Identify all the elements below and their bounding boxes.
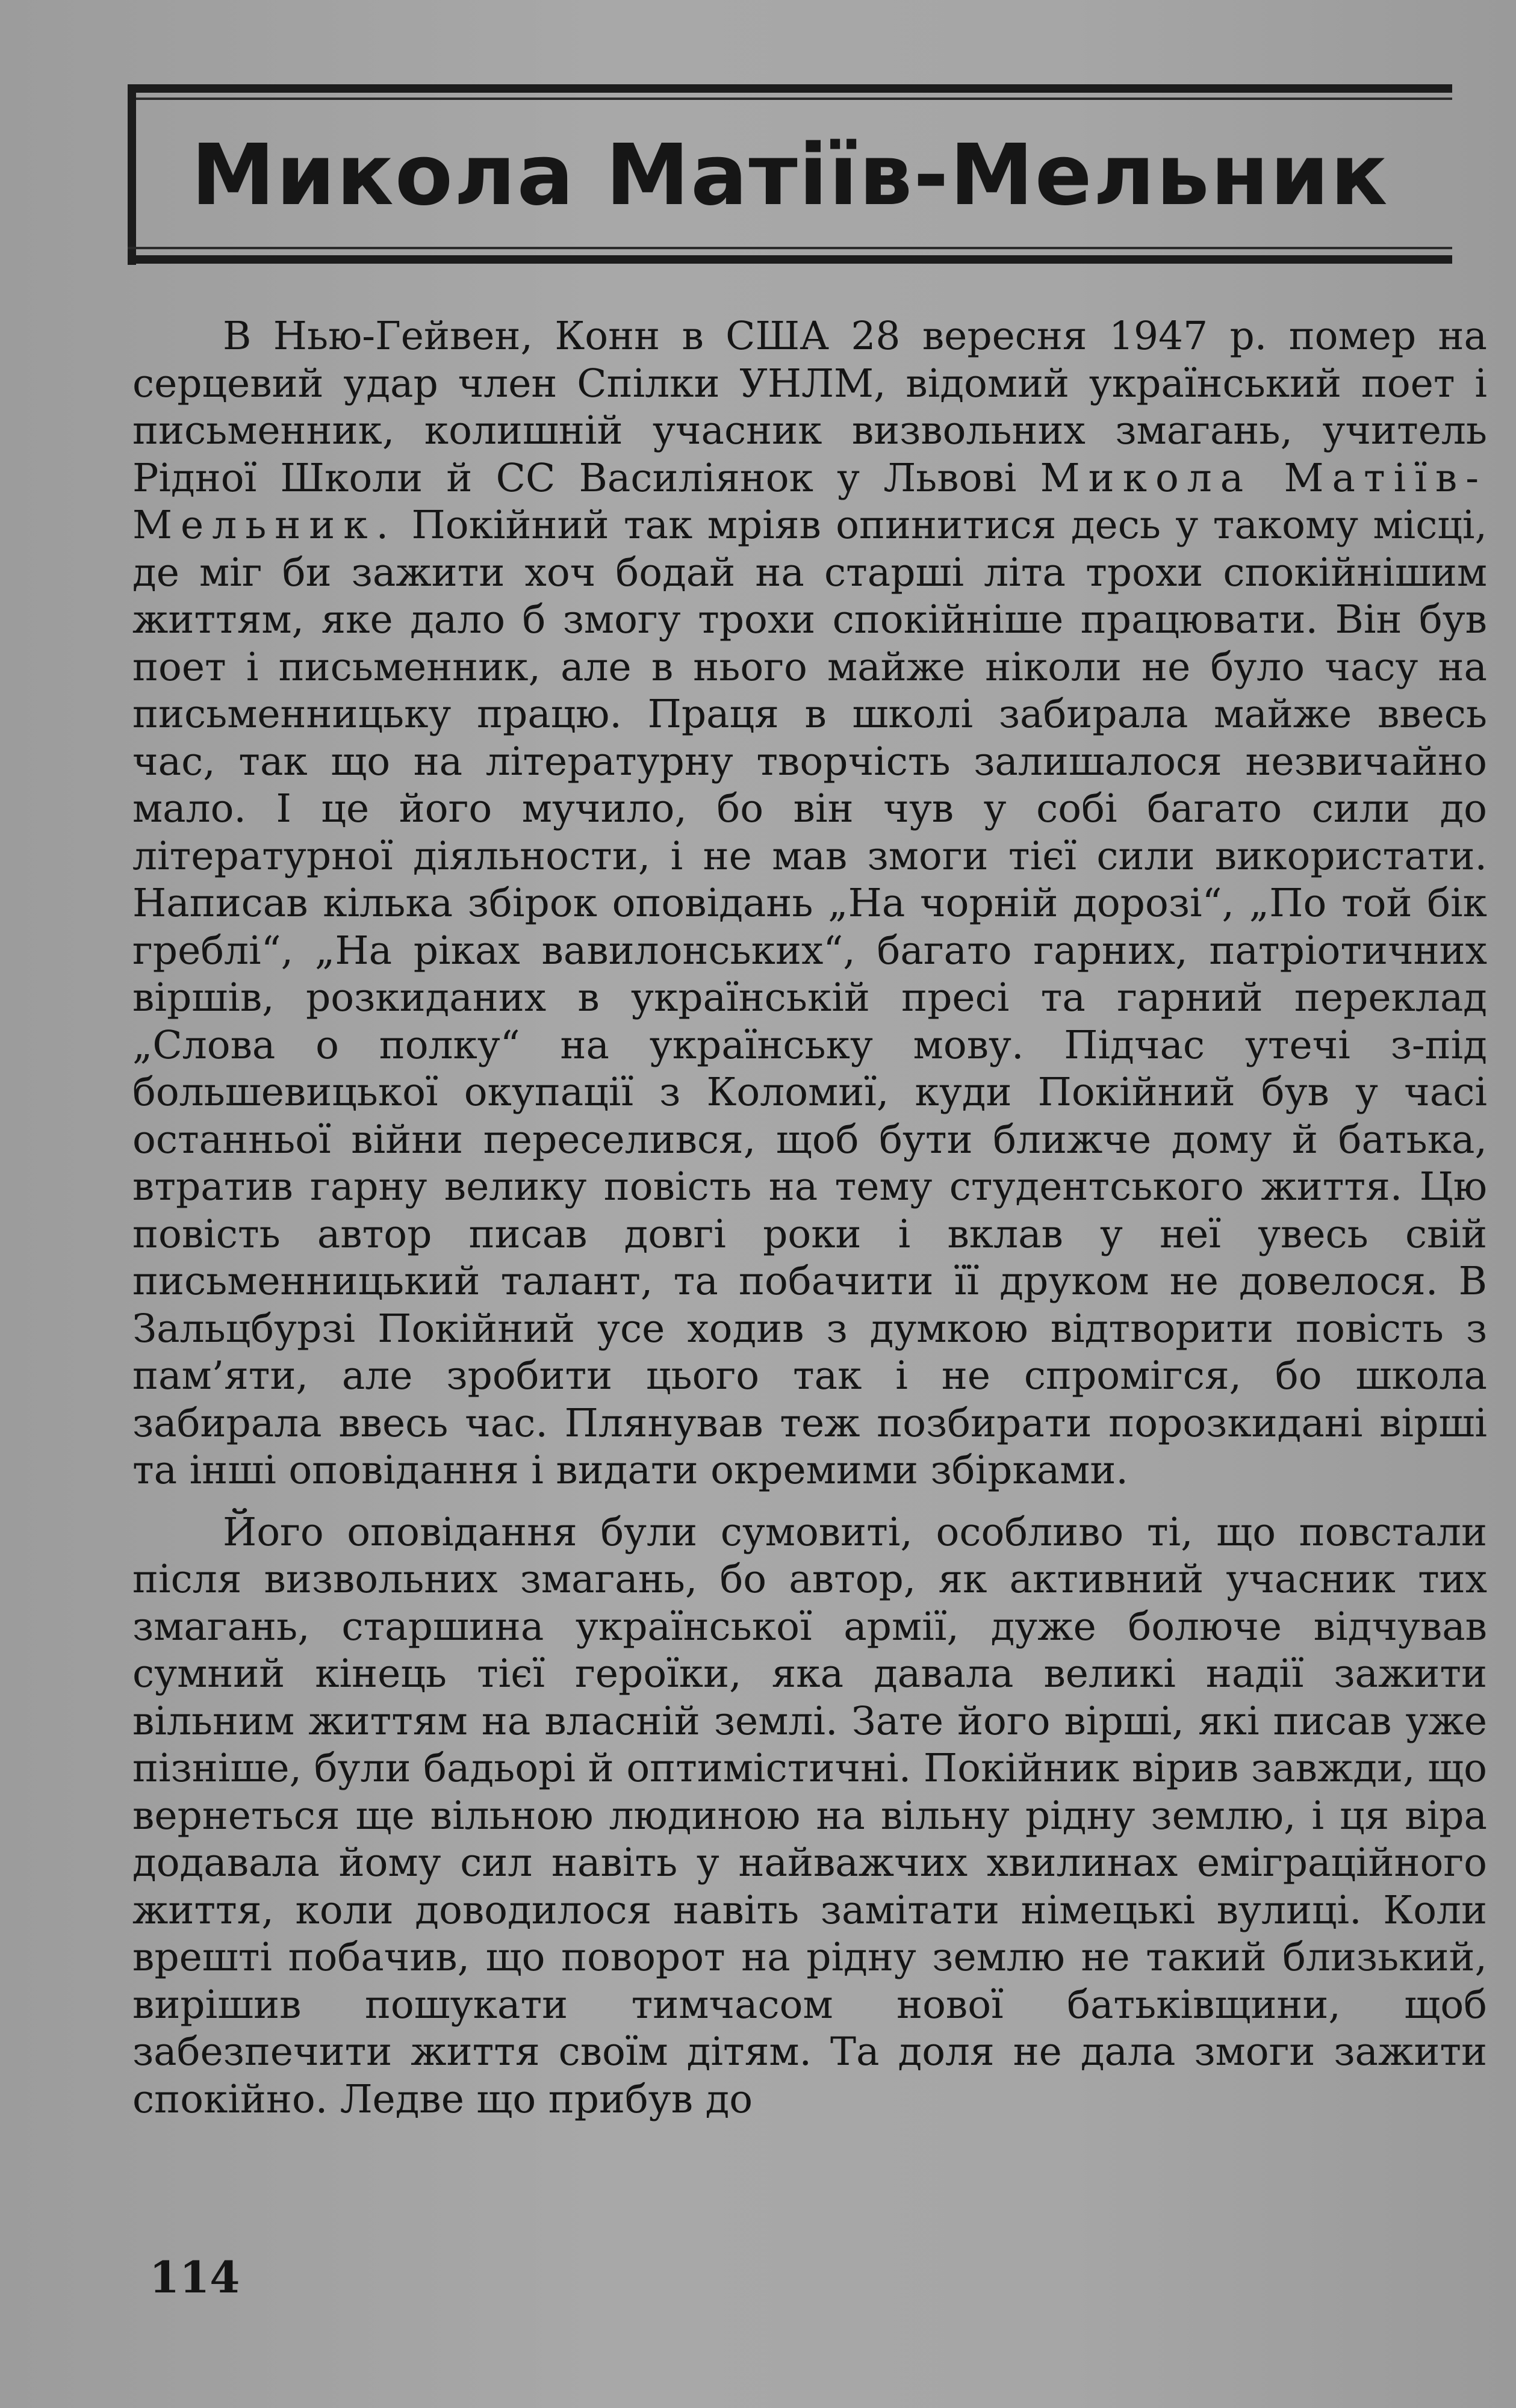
frame-rule-bottom — [128, 255, 1452, 264]
paragraph-1 — [132, 313, 1487, 1495]
page-title: Микола Матіїв-Мельник — [191, 126, 1389, 225]
paragraph-2: Його оповідання були сумовиті, особливо ті, що повстали після визвольних змагань, бо автор, як активний учасник тих змагань, старшина української армії, дуже болюче відчував сумний кінець тієї героїки, яка давала великі надії зажити вільним життям на власній землі. Зате його вірші, які писав уже пізніше, були бадьорі й оптимістичні. Покійник вірив завжди, що вернеться ще вільною людиною на вільну рідну землю, і ця віра додавала йому сил навіть у найважчих хвилинах еміграційного життя, коли доводилося навіть замітати німецькі вулиці. Коли врешті побачив, що поворот на рідну землю не такий близький, вирішив пошукати тимчасом нової батьківщини, щоб забезпечити життя своїм дітям. Та доля не дала змоги зажити спокійно. Ледве що прибув до — [132, 1509, 1487, 2122]
frame-rule-bottom-thin — [128, 247, 1452, 249]
author-name: Микола Матіїв-Мельник. — [132, 455, 1487, 548]
title-frame — [128, 84, 1452, 265]
paragraph-1-text-end: Покійний так мріяв опинитися десь у такому місці, де міг би зажити хоч бодай на старші літа трохи спокійнішим життям, яке дало б змогу трохи спокійніше працювати. Він був поет і письменник, але в нього майже ніколи не було часу на письменницьку працю. Праця в школі забирала майже ввесь час, так що на літературну творчість залишалося незвичайно мало. І це його мучило, бо він чув у собі багато сили до літературної діяльности, і не мав змоги тієї сили використати. Написав кілька збірок оповідань „На чорній дорозі“, „По той бік греблі“, „На ріках вавилонських“, багато гарних, патріотичних віршів, розкиданих в українській пресі та гарний переклад „Слова о полку“ на українську мову. Підчас утечі з-під большевицької окупації з Коломиї, куди Покійний був у часі останньої війни переселився, щоб бути ближче дому й батька, втратив гарну велику повість на тему студентського життя. Цю повість автор писав довгі роки і вклав у неї увесь свій письменницький талант, та побачити її друком не довелося. В Зальцбурзі Покійний усе ходив з думкою відтворити повість з пам’яти, але зробити цього так і не спромігся, бо школа забирала ввесь час. Плянував теж позбирати порозкидані вірші та інші оповідання і видати окремими збірками. — [132, 503, 1487, 1493]
article-body — [132, 313, 1487, 2123]
page-number: 114 — [149, 2251, 240, 2303]
paragraph-1-text-start: В Нью-Гейвен, Конн в США 28 вересня 1947 р. помер на серцевий удар член Спілки УНЛМ, відомий український поет і письменник, колишній учасник визвольних змагань, учитель Рідної Школи й СС Василіянок у Львові — [132, 314, 1487, 501]
frame-rule-top-thin — [128, 98, 1452, 100]
frame-rule-top — [128, 84, 1452, 93]
